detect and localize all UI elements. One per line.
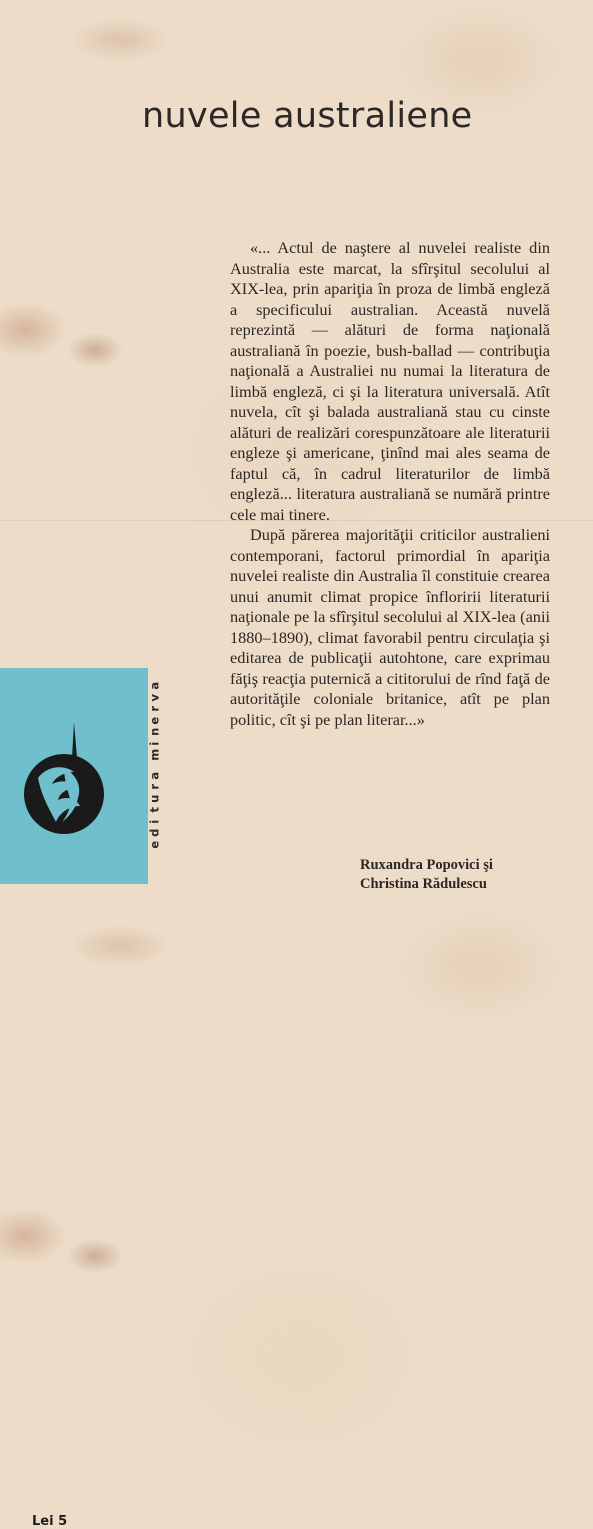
publisher-name-word [143, 770, 167, 851]
publisher-letter: r [147, 783, 162, 790]
publisher-logo-panel [0, 668, 148, 1529]
publisher-name [143, 680, 167, 900]
blurb-paragraph: După părerea majorităţii criticilor australieni contemporani, factorul primordial în apariţia nuvelei realiste din Australia îl constituie crearea unui anumit climat propice înfloririi literaturii naţionale pe la sfîrşitul secolului al XIX-lea (anii 1880–1890), climat favorabil pentru circulaţia şi editarea de publicaţii autohtone, care exprimau făţiş reacţia puternică a cititorului de rînd faţă de autorităţile coloniale britanice, atît pe plan politic, cît şi pe plan literar...» [230, 525, 550, 729]
authors [360, 856, 560, 894]
publisher-letter: a [147, 681, 162, 690]
publisher-letter: n [147, 727, 162, 736]
publisher-letter: i [147, 741, 162, 746]
publisher-letter: e [147, 840, 162, 849]
blurb-paragraph: «... Actul de naştere al nuvelei realiste din Australia este marcat, la sfîrşitul secolului al XIX-lea, prin apariţia în proza de limbă engleză a specificului australian. Această nuvelă reprezintă — alături de forma naţională australiană în poezie, bush-ballad — contribuţia naţională a Australiei nu numai la literatura de limbă engleză, ci şi la literatura universală. Atît nuvela, cît şi balada australiană stau cu cinste alături de realizări corespunzătoare ale literaturii engleze şi americane, ţinînd mai ales seama de faptul că, în cadrul literaturilor de limbă engleză... literatura australiană se numără printre cele mai tinere. [230, 238, 550, 524]
publisher-name-word [143, 680, 167, 761]
publisher-letter: u [147, 794, 162, 803]
publisher-letter: v [147, 693, 162, 701]
publisher-letter: e [147, 716, 162, 725]
book-title: nuvele australiene [142, 96, 473, 136]
author-line: Ruxandra Popovici şi [360, 857, 493, 873]
blurb-text [230, 238, 550, 730]
publisher-letter: d [147, 828, 162, 837]
publisher-letter: a [147, 771, 162, 780]
author-line: Christina Rădulescu [360, 876, 487, 892]
minerva-owl-logo-icon [16, 718, 120, 838]
publisher-letter: t [147, 807, 162, 813]
publisher-letter: i [147, 819, 162, 824]
publisher-letter: m [147, 748, 162, 761]
price-label: Lei 5 [32, 1514, 68, 1529]
publisher-letter: r [147, 705, 162, 712]
